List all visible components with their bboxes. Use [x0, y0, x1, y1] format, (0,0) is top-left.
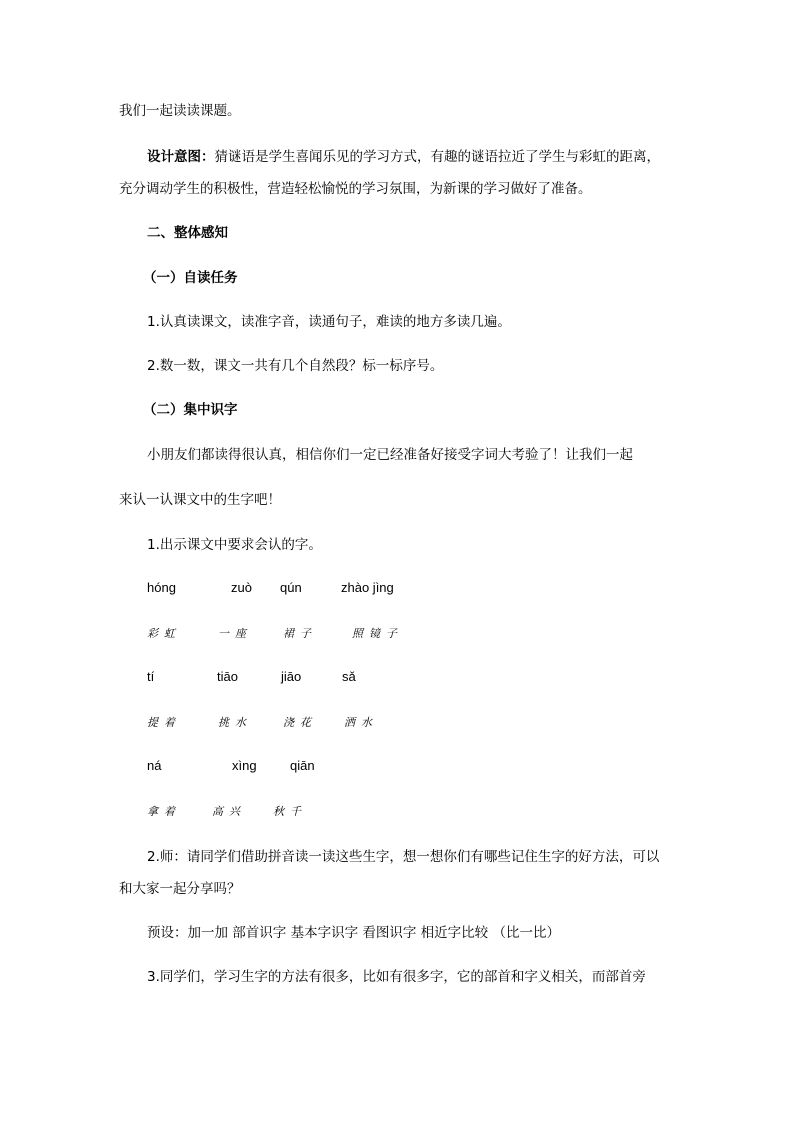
pinyin-label: qiān	[290, 758, 315, 773]
method-paragraph: 3.同学们，学习生字的方法有很多，比如有很多字，它的部首和字义相关，而部首旁	[147, 969, 646, 985]
pinyin-label: ná	[147, 758, 162, 773]
design-intent-text-continued: 充分调动学生的积极性，营造轻松愉悦的学习氛围，为新课的学习做好了准备。	[119, 181, 592, 197]
vocab-word: 高兴	[212, 805, 246, 818]
design-intent-label: 设计意图：	[147, 149, 215, 165]
pinyin-label: tiāo	[217, 669, 238, 684]
pinyin-label: zuò	[231, 580, 252, 595]
pinyin-label: sǎ	[342, 669, 356, 684]
vocab-word: 一座	[218, 627, 252, 640]
vocab-word: 彩虹	[147, 627, 181, 640]
vocab-word: 裙子	[283, 627, 317, 640]
pinyin-label: xìng	[232, 758, 257, 773]
instruction-item: 1.出示课文中要求会认的字。	[147, 537, 322, 553]
pinyin-label: tí	[147, 669, 155, 684]
vocab-word: 浇花	[283, 716, 317, 729]
subsection-heading-characters: （二）集中识字	[143, 402, 238, 418]
pinyin-label: jiāo	[281, 669, 302, 684]
pinyin-label: zhào jìng	[341, 580, 394, 595]
vocab-word: 提着	[147, 716, 181, 729]
intro-paragraph-continued: 来认一认课文中的生字吧！	[119, 492, 281, 508]
intro-paragraph: 小朋友们都读得很认真，相信你们一定已经准备好接受字词大考验了！让我们一起	[147, 447, 633, 463]
task-item: 2.数一数，课文一共有几个自然段？标一标序号。	[147, 358, 444, 374]
paragraph-read-title: 我们一起读读课题。	[119, 103, 241, 119]
vocab-word: 秋千	[273, 805, 307, 818]
vocab-word: 照镜子	[352, 627, 403, 640]
section-heading: 二、整体感知	[147, 225, 228, 241]
subsection-heading-self-reading: （一）自读任务	[143, 270, 238, 286]
question-paragraph-continued: 和大家一起分享吗？	[119, 881, 241, 897]
vocab-word: 拿着	[147, 805, 181, 818]
preset-methods: 预设：加一加 部首识字 基本字识字 看图识字 相近字比较 （比一比）	[147, 925, 560, 941]
vocab-word: 挑水	[218, 716, 252, 729]
task-item: 1.认真读课文，读准字音，读通句子，难读的地方多读几遍。	[147, 314, 511, 330]
question-paragraph: 2.师：请同学们借助拼音读一读这些生字，想一想你们有哪些记住生字的好方法，可以	[147, 849, 660, 865]
design-intent-text: 猜谜语是学生喜闻乐见的学习方式，有趣的谜语拉近了学生与彩虹的距离，	[214, 149, 660, 165]
vocab-word: 洒水	[344, 716, 378, 729]
pinyin-label: qún	[280, 580, 302, 595]
pinyin-label: hóng	[147, 580, 176, 595]
design-intent-paragraph	[147, 147, 660, 167]
